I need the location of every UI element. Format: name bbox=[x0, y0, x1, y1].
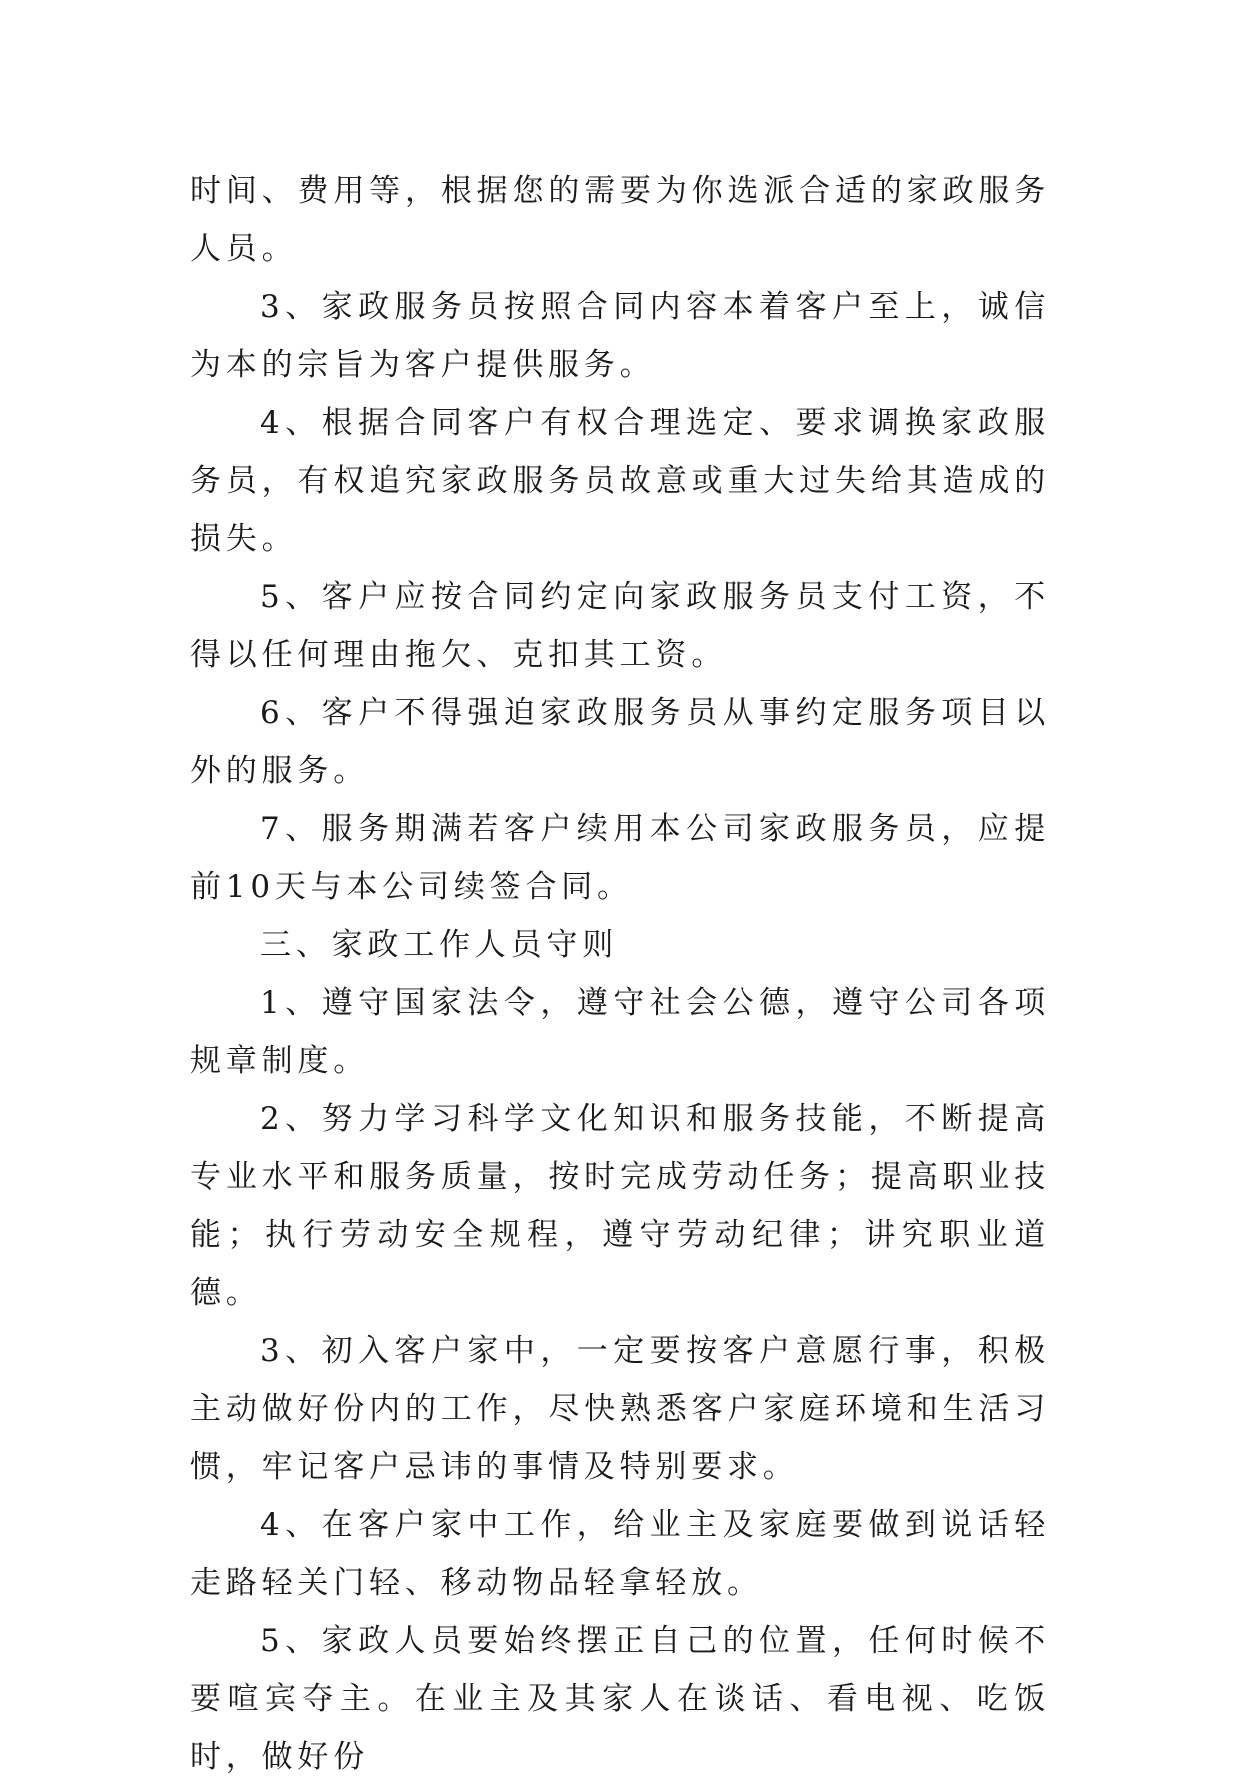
paragraph: 2、努力学习科学文化知识和服务技能，不断提高专业水平和服务质量，按时完成劳动任务；提高职业技能；执行劳动安全规程，遵守劳动纪律；讲究职业道德。 bbox=[190, 1101, 1050, 1311]
document-body bbox=[190, 162, 1050, 1786]
paragraph: 3、初入客户家中，一定要按客户意愿行事，积极主动做好份内的工作，尽快熟悉客户家庭环境和生活习惯，牢记客户忌讳的事情及特别要求。 bbox=[190, 1333, 1050, 1485]
paragraph: 7、服务期满若客户续用本公司家政服务员，应提前10天与本公司续签合同。 bbox=[190, 811, 1050, 905]
paragraph: 4、在客户家中工作，给业主及家庭要做到说话轻走路轻关门轻、移动物品轻拿轻放。 bbox=[190, 1507, 1050, 1601]
paragraph: 时间、费用等，根据您的需要为你选派合适的家政服务人员。 bbox=[190, 173, 1050, 267]
paragraph: 5、家政人员要始终摆正自己的位置，任何时候不要喧宾夺主。在业主及其家人在谈话、看电视、吃饭时，做好份 bbox=[190, 1623, 1050, 1775]
section-heading: 三、家政工作人员守则 bbox=[260, 927, 618, 963]
paragraph: 1、遵守国家法令，遵守社会公德，遵守公司各项规章制度。 bbox=[190, 985, 1050, 1079]
paragraph: 5、客户应按合同约定向家政服务员支付工资，不得以任何理由拖欠、克扣其工资。 bbox=[190, 579, 1050, 673]
paragraph: 3、家政服务员按照合同内容本着客户至上，诚信为本的宗旨为客户提供服务。 bbox=[190, 289, 1050, 383]
paragraph: 4、根据合同客户有权合理选定、要求调换家政服务员，有权追究家政服务员故意或重大过失给其造成的损失。 bbox=[190, 405, 1050, 557]
paragraph: 6、客户不得强迫家政服务员从事约定服务项目以外的服务。 bbox=[190, 695, 1050, 789]
